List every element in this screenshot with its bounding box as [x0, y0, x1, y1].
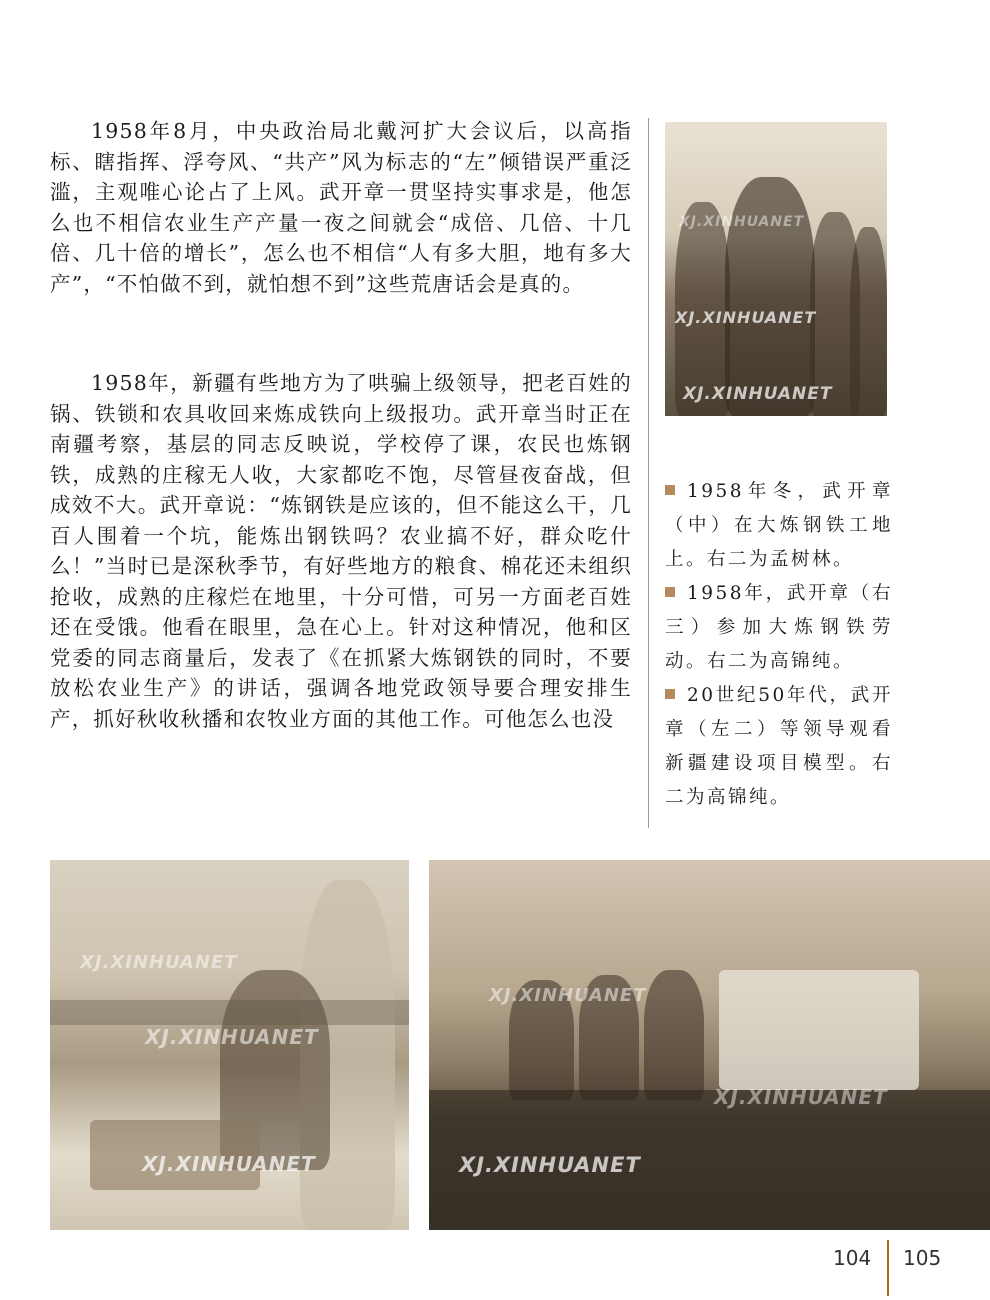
photo-steel-labor — [50, 860, 409, 1230]
caption-3-text: 20世纪50年代，武开章（左二）等领导观看新疆建设项目模型。右二为高锦纯。 — [665, 685, 893, 808]
photo-steel-site-winter — [665, 122, 887, 416]
caption-1 — [665, 475, 893, 577]
watermark-text: XJ.XINHUANET — [80, 952, 238, 973]
caption-bullet — [665, 587, 675, 597]
watermark-text: XJ.XINHUANET — [679, 214, 805, 230]
watermark-text: XJ.XINHUANET — [145, 1025, 319, 1049]
page-number-separator — [887, 1240, 889, 1296]
watermark-text: XJ.XINHUANET — [459, 1153, 641, 1177]
photo-construction-model — [429, 860, 990, 1230]
watermark-text: XJ.XINHUANET — [489, 985, 647, 1006]
caption-1-text: 1958年冬，武开章（中）在大炼钢铁工地上。右二为孟树林。 — [665, 481, 893, 570]
caption-3 — [665, 679, 893, 815]
watermark-text: XJ.XINHUANET — [683, 384, 833, 404]
caption-bullet — [665, 689, 675, 699]
caption-2 — [665, 577, 893, 679]
watermark-text: XJ.XINHUANET — [675, 308, 817, 327]
body-paragraph-1: 1958年8月，中央政治局北戴河扩大会议后，以高指标、瞎指挥、浮夸风、“共产”风为标志的“左”倾错误严重泛滥，主观唯心论占了上风。武开章一贯坚持实事求是，他怎么也不相信农业生产产量一夜之间就会“成倍、几倍、十几倍、几十倍的增长”，怎么也不相信“人有多大胆，地有多大产”，“不怕做不到，就怕想不到”这些荒唐话会是真的。 — [50, 119, 632, 296]
body-paragraph-2: 1958年，新疆有些地方为了哄骗上级领导，把老百姓的锅、铁锁和农具收回来炼成铁向上级报功。武开章当时正在南疆考察，基层的同志反映说，学校停了课，农民也炼钢铁，成熟的庄稼无人收，大家都吃不饱，尽管昼夜奋战，但成效不大。武开章说：“炼钢铁是应该的，但不能这么干，几百人围着一个坑，能炼出钢铁吗？农业搞不好，群众吃什么！”当时已是深秋季节，有好些地方的粮食、棉花还未组织抢收，成熟的庄稼烂在地里，十分可惜，可另一方面老百姓还在受饿。他看在眼里，急在心上。针对这种情况，他和区党委的同志商量后，发表了《在抓紧大炼钢铁的同时，不要放松农业生产》的讲话，强调各地党政领导要合理安排生产，抓好秋收秋播和农牧业方面的其他工作。可他怎么也没 — [50, 371, 632, 731]
watermark-text: XJ.XINHUANET — [142, 1152, 316, 1176]
page-number-left: 104 — [833, 1246, 872, 1270]
caption-bullet — [665, 485, 675, 495]
watermark-text: XJ.XINHUANET — [714, 1085, 888, 1109]
caption-2-text: 1958年，武开章（右三）参加大炼钢铁劳动。右二为高锦纯。 — [665, 583, 893, 672]
column-divider — [648, 118, 649, 828]
page-number-right: 105 — [903, 1246, 942, 1270]
